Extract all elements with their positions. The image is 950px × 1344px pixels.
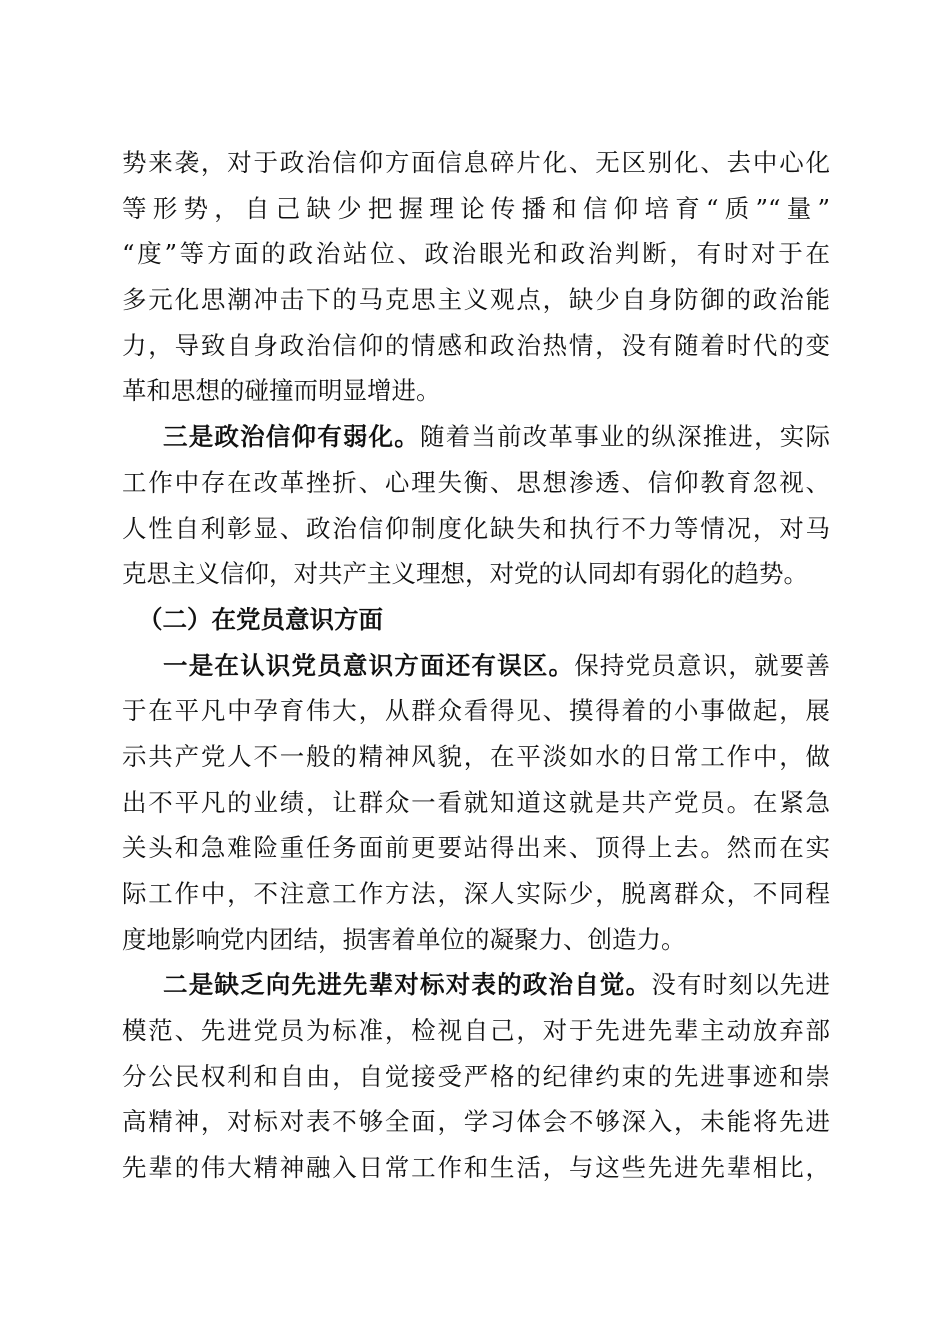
text-line: 于在平凡中孕育伟大，从群众看得见、摸得着的小事做起，展 [122, 696, 830, 726]
paragraph-lead: 三是政治信仰有弱化。 [163, 422, 420, 452]
text-line: 力，导致自身政治信仰的情感和政治热情，没有随着时代的变 [122, 330, 830, 360]
text-line: 示共产党人不一般的精神风貌，在平淡如水的日常工作中，做 [122, 741, 830, 771]
text-line [122, 414, 830, 460]
text-line: 等形势，自己缺少把握理论传播和信仰培育“质”“量” [122, 193, 830, 223]
text-line: 度地影响党内团结，损害着单位的凝聚力、创造力。 [122, 924, 686, 954]
document-body [122, 140, 830, 1191]
paragraph-lead: 一是在认识党员意识方面还有误区。 [163, 650, 575, 680]
text-line: 出不平凡的业绩，让群众一看就知道这就是共产党员。在紧急 [122, 787, 830, 817]
text-line: 分公民权利和自由，自觉接受严格的纪律约束的先进事迹和崇 [122, 1061, 830, 1091]
section-heading: （二）在党员意识方面 [138, 604, 383, 634]
text-line: 革和思想的碰撞而明显增进。 [122, 376, 441, 406]
text-line: 势来袭，对于政治信仰方面信息碎片化、无区别化、去中心化 [122, 148, 830, 177]
paragraph-political-belief-continued [122, 140, 830, 414]
text-line: 人性自利彰显、政治信仰制度化缺失和执行不力等情况，对马 [122, 513, 830, 543]
text-line [122, 962, 830, 1008]
paragraph-lead-rest: 随着当前改革事业的纵深推进，实际 [420, 422, 830, 452]
text-line: 多元化思潮冲击下的马克思主义观点，缺少自身防御的政治能 [122, 285, 830, 315]
paragraph-belief-weakening [122, 414, 830, 597]
text-line: 模范、先进党员为标准，检视自己，对于先进先辈主动放弃部 [122, 1016, 830, 1046]
text-line [122, 643, 830, 689]
text-line: 工作中存在改革挫折、心理失衡、思想渗透、信仰教育忽视、 [122, 467, 830, 497]
paragraph-party-awareness-misconception [122, 643, 830, 963]
paragraph-lead: 二是缺乏向先进先辈对标对表的政治自觉。 [163, 970, 652, 1000]
text-line: 克思主义信仰，对共产主义理想，对党的认同却有弱化的趋势。 [122, 559, 808, 589]
paragraph-lead-rest: 保持党员意识，就要善 [574, 650, 830, 680]
text-line: 高精神，对标对表不够全面，学习体会不够深入，未能将先进 [122, 1107, 830, 1137]
text-line: 先辈的伟大精神融入日常工作和生活，与这些先进先辈相比， [122, 1153, 830, 1183]
text-line: 关头和急难险重任务面前更要站得出来、顶得上去。然而在实 [122, 833, 830, 863]
text-line: 际工作中，不注意工作方法，深人实际少，脱离群众，不同程 [122, 879, 830, 908]
paragraph-lead-rest: 没有时刻以先进 [651, 970, 830, 1000]
paragraph-benchmark-pioneers [122, 962, 830, 1190]
text-line: “度”等方面的政治站位、政治眼光和政治判断，有时对于在 [122, 239, 830, 269]
